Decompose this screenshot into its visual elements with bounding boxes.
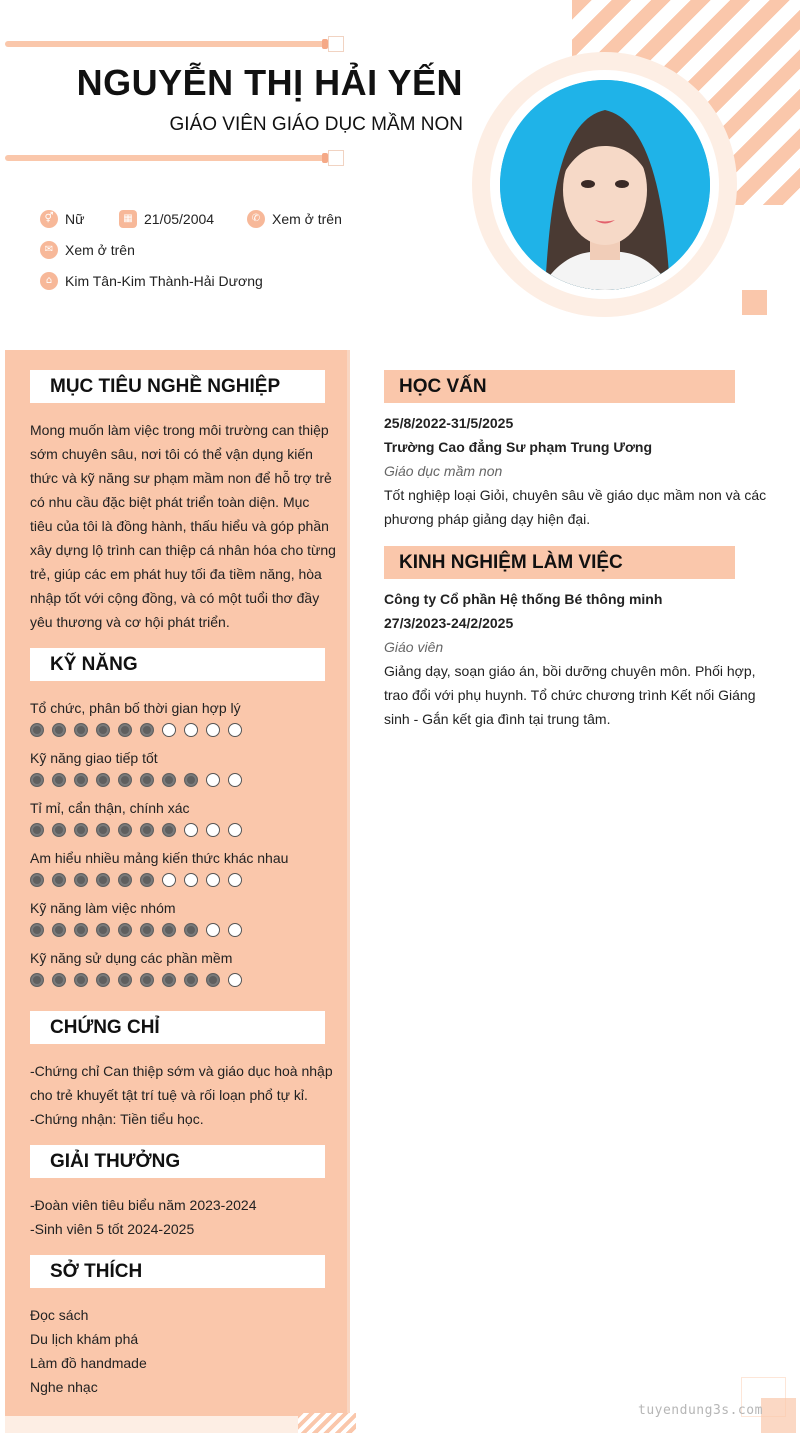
rating-dot-filled: [74, 773, 88, 787]
skill-name: Tỉ mỉ, cẩn thận, chính xác: [30, 800, 190, 816]
objective-line: Mong muốn làm việc trong môi trường can thiệp: [30, 422, 329, 438]
rating-dot-filled: [118, 873, 132, 887]
rating-dot-filled: [184, 973, 198, 987]
rating-dot-empty: [206, 723, 220, 737]
education-school: Trường Cao đẳng Sư phạm Trung Ương: [384, 439, 653, 455]
objective-line: thức và kỹ năng sư phạm mầm non để hỗ trợ trẻ: [30, 470, 332, 486]
email-value: Xem ở trên: [65, 242, 135, 258]
phone-value: Xem ở trên: [272, 211, 342, 227]
skills-heading: KỸ NĂNG: [30, 648, 325, 681]
rating-dot-filled: [96, 973, 110, 987]
rating-dot-filled: [30, 873, 44, 887]
experience-heading: KINH NGHIỆM LÀM VIỆC: [384, 546, 735, 579]
rating-dot-empty: [228, 723, 242, 737]
rating-dot-empty: [206, 773, 220, 787]
rating-dot-empty: [184, 723, 198, 737]
rating-dot-filled: [140, 923, 154, 937]
objective-line: trẻ, giúp các em phát huy tối đa tiềm năng, hòa: [30, 566, 322, 582]
hobbies-heading: SỞ THÍCH: [30, 1255, 325, 1288]
rating-dot-filled: [184, 923, 198, 937]
rating-dot-filled: [118, 773, 132, 787]
rating-dot-filled: [30, 773, 44, 787]
rating-dot-filled: [140, 773, 154, 787]
rating-dot-filled: [52, 973, 66, 987]
rating-dot-filled: [184, 773, 198, 787]
rating-dot-filled: [52, 723, 66, 737]
rating-dot-filled: [52, 823, 66, 837]
rating-dot-filled: [162, 923, 176, 937]
rating-dot-empty: [228, 823, 242, 837]
job-title: GIÁO VIÊN GIÁO DỤC MẦM NON: [169, 114, 463, 135]
objective-text: [30, 418, 334, 634]
rating-dot-filled: [52, 873, 66, 887]
award-line: -Sinh viên 5 tốt 2024-2025: [30, 1221, 195, 1237]
contact-address: [40, 272, 263, 290]
decorative-square: [742, 290, 767, 315]
bottom-decoration: [5, 1416, 298, 1433]
skill-rating: [30, 823, 242, 837]
hobby-line: Đọc sách: [30, 1307, 89, 1323]
certificates-text: [30, 1059, 334, 1131]
watermark-text: tuyendung3s.com: [638, 1403, 763, 1418]
candidate-name: NGUYỄN THỊ HẢI YẾN: [76, 62, 463, 103]
rating-dot-filled: [118, 973, 132, 987]
skill-rating: [30, 873, 242, 887]
rating-dot-filled: [74, 973, 88, 987]
experience-period: 27/3/2023-24/2/2025: [384, 615, 514, 631]
objective-line: xây dựng lộ trình can thiệp cá nhân hóa cho từng: [30, 542, 336, 558]
rating-dot-filled: [96, 723, 110, 737]
education-major: Giáo dục mầm non: [384, 463, 503, 479]
rating-dot-filled: [52, 923, 66, 937]
rating-dot-filled: [96, 773, 110, 787]
objective-heading: MỤC TIÊU NGHỀ NGHIỆP: [30, 370, 325, 403]
experience-detail-line: Giảng dạy, soạn giáo án, bồi dưỡng chuyên môn. Phối hợp,: [384, 663, 756, 679]
bottom-decorative-bar: [5, 155, 330, 161]
rating-dot-filled: [140, 873, 154, 887]
rating-dot-empty: [184, 873, 198, 887]
contact-birthday: [119, 210, 214, 228]
certificates-heading: CHỨNG CHỈ: [30, 1011, 325, 1044]
rating-dot-filled: [140, 723, 154, 737]
rating-dot-filled: [118, 923, 132, 937]
rating-dot-empty: [162, 873, 176, 887]
skill-name: Am hiểu nhiều mảng kiến thức khác nhau: [30, 850, 289, 866]
education-detail-line: phương pháp giảng dạy hiện đại.: [384, 511, 591, 527]
certificate-line: -Chứng chỉ Can thiệp sớm và giáo dục hoà nhập: [30, 1063, 333, 1079]
education-section: [384, 411, 765, 531]
gender-value: Nữ: [65, 211, 85, 227]
home-icon: ⌂: [40, 272, 58, 290]
experience-detail-line: trao đổi với phụ huynh. Tổ chức chương trình Kết nối Giáng: [384, 687, 756, 703]
email-icon: ✉: [40, 241, 58, 259]
rating-dot-filled: [118, 723, 132, 737]
awards-heading: GIẢI THƯỞNG: [30, 1145, 325, 1178]
rating-dot-empty: [162, 723, 176, 737]
skill-rating: [30, 973, 242, 987]
rating-dot-filled: [96, 823, 110, 837]
bottom-stripes-decoration: [298, 1413, 356, 1433]
skill-name: Kỹ năng làm việc nhóm: [30, 900, 176, 916]
rating-dot-filled: [206, 973, 220, 987]
rating-dot-filled: [140, 973, 154, 987]
birthday-value: 21/05/2004: [144, 211, 215, 227]
rating-dot-filled: [74, 873, 88, 887]
skill-name: Kỹ năng sử dụng các phần mềm: [30, 950, 233, 966]
rating-dot-filled: [74, 723, 88, 737]
profile-portrait-icon: [500, 80, 710, 290]
rating-dot-filled: [162, 823, 176, 837]
skill-rating: [30, 723, 242, 737]
experience-role: Giáo viên: [384, 639, 444, 655]
watermark-square: [761, 1398, 796, 1433]
hobbies-text: [30, 1303, 334, 1399]
rating-dot-empty: [228, 923, 242, 937]
top-decorative-bar: [5, 41, 330, 47]
objective-line: nhập tốt với cộng đồng, và có một tuổi thơ đầy: [30, 590, 320, 606]
certificate-line: cho trẻ khuyết tật trí tuệ và rối loạn phổ tự kỉ.: [30, 1087, 308, 1103]
education-detail-line: Tốt nghiệp loại Giỏi, chuyên sâu về giáo dục mầm non và các: [384, 487, 767, 503]
skill-rating: [30, 773, 242, 787]
phone-icon: ✆: [247, 210, 265, 228]
rating-dot-filled: [74, 823, 88, 837]
rating-dot-empty: [228, 873, 242, 887]
objective-line: tiêu của tôi là đồng hành, thấu hiểu và góp phần: [30, 518, 329, 534]
rating-dot-empty: [228, 973, 242, 987]
hobby-line: Nghe nhạc: [30, 1379, 98, 1395]
skill-name: Kỹ năng giao tiếp tốt: [30, 750, 158, 766]
rating-dot-filled: [162, 973, 176, 987]
skill-name: Tổ chức, phân bố thời gian hợp lý: [30, 700, 241, 716]
hobby-line: Làm đồ handmade: [30, 1355, 147, 1371]
rating-dot-filled: [30, 823, 44, 837]
rating-dot-empty: [206, 873, 220, 887]
rating-dot-filled: [96, 873, 110, 887]
skill-rating: [30, 923, 242, 937]
rating-dot-filled: [30, 923, 44, 937]
bar-cap: [328, 150, 344, 166]
bar-cap: [328, 36, 344, 52]
rating-dot-filled: [74, 923, 88, 937]
gender-icon: ⚥: [40, 210, 58, 228]
experience-company: Công ty Cổ phần Hệ thống Bé thông minh: [384, 591, 663, 607]
education-period: 25/8/2022-31/5/2025: [384, 415, 514, 431]
award-line: -Đoàn viên tiêu biểu năm 2023-2024: [30, 1197, 257, 1213]
awards-text: [30, 1193, 334, 1241]
calendar-icon: ▦: [119, 210, 137, 228]
profile-photo: [500, 80, 710, 290]
rating-dot-filled: [52, 773, 66, 787]
experience-detail-line: sinh - Gắn kết gia đình tại trung tâm.: [384, 711, 611, 727]
hobby-line: Du lịch khám phá: [30, 1331, 139, 1347]
rating-dot-empty: [206, 823, 220, 837]
left-column-edge: [347, 350, 350, 1416]
contact-email: [40, 241, 135, 259]
objective-line: sớm chuyên sâu, nơi tôi có thể vận dụng kiến: [30, 446, 313, 462]
rating-dot-filled: [162, 773, 176, 787]
rating-dot-filled: [140, 823, 154, 837]
rating-dot-empty: [228, 773, 242, 787]
rating-dot-empty: [184, 823, 198, 837]
rating-dot-filled: [118, 823, 132, 837]
contact-phone: [247, 210, 342, 228]
rating-dot-filled: [30, 723, 44, 737]
objective-line: có nhu cầu đặc biệt phát triển toàn diện. Mục: [30, 494, 310, 510]
rating-dot-filled: [96, 923, 110, 937]
rating-dot-filled: [30, 973, 44, 987]
objective-line: yêu thương và cơ hội phát triển.: [30, 614, 230, 630]
experience-section: [384, 587, 765, 731]
education-heading: HỌC VẤN: [384, 370, 735, 403]
certificate-line: -Chứng nhận: Tiền tiểu học.: [30, 1111, 204, 1127]
rating-dot-empty: [206, 923, 220, 937]
address-value: Kim Tân-Kim Thành-Hải Dương: [65, 273, 263, 289]
contact-gender: [40, 210, 84, 228]
